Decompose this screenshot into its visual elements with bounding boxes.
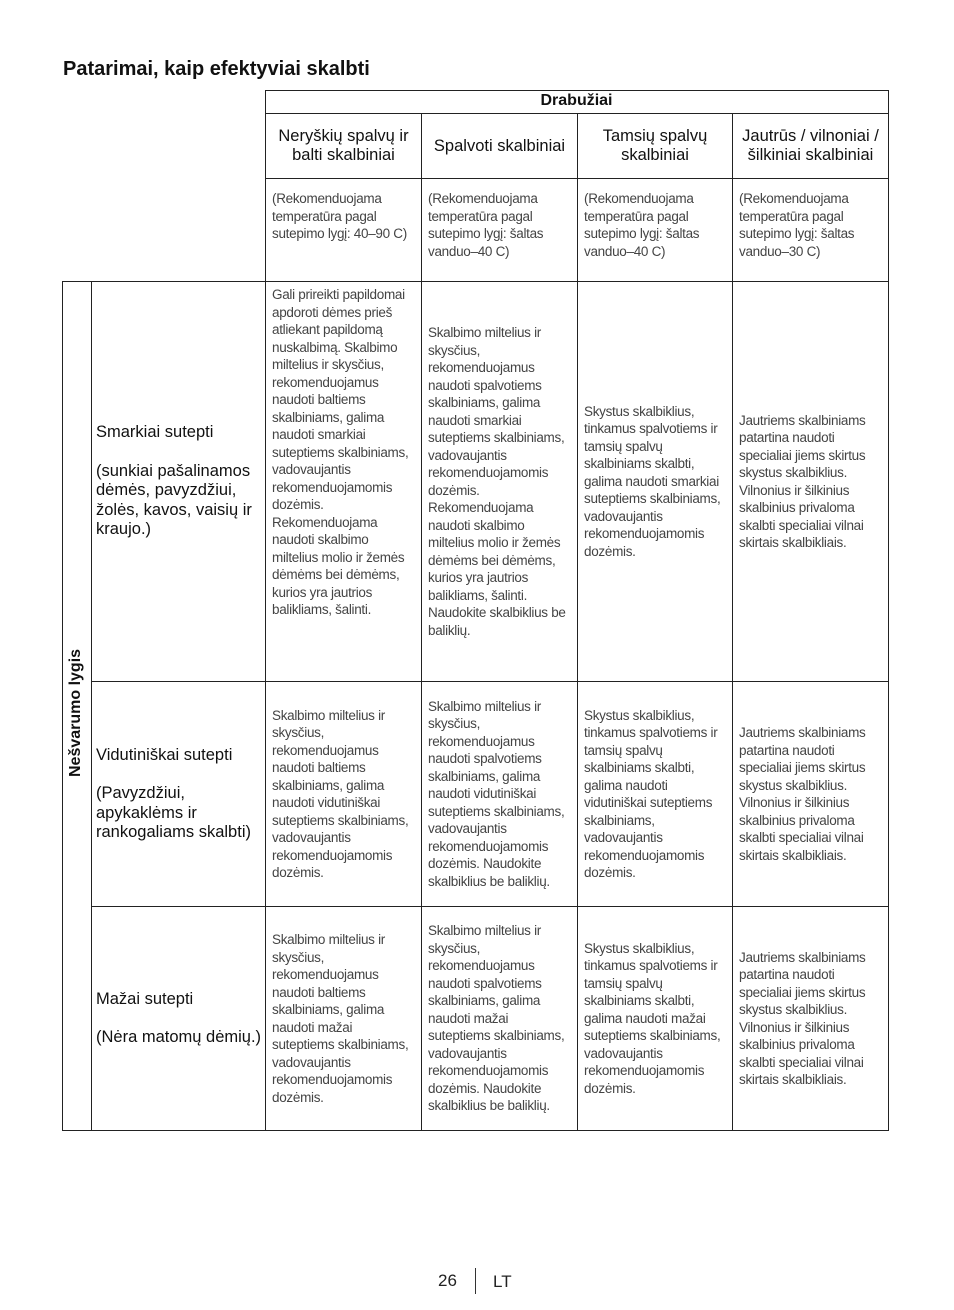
- table-cell: Jautriems skalbiniams patartina naudoti specialiai jiems skirtus skystus skalbiklius. Vilnonius ir šilkinius skalbinius privaloma skalbti specialiai vilnai skirtais skalbikliais.: [739, 412, 866, 550]
- table-cell: Skystus skalbiklius, tinkamus spalvotiems ir tamsių spalvų skalbiniams skalbti, galima naudoti mažai suteptiems skalbiniams, vadovaujantis rekomenduojamomis dozėmis.: [584, 940, 721, 1096]
- row-label-title: Vidutiniškai sutepti: [96, 745, 233, 764]
- top-header: Drabužiai: [540, 92, 613, 109]
- column-header: Tamsių spalvų skalbiniai: [602, 127, 708, 164]
- table-cell: Jautriems skalbiniams patartina naudoti specialiai jiems skirtus skystus skalbiklius. Vilnonius ir šilkinius skalbinius privaloma skalbti specialiai vilnai skirtais skalbikliais.: [739, 949, 866, 1087]
- row-label: [92, 907, 265, 1130]
- row-label-description: (sunkiai pašalinamos dėmės, pavyzdžiui, žolės, kavos, vaisių ir kraujo.): [96, 461, 252, 539]
- table-cell: Skystus skalbiklius, tinkamus spalvotiems ir tamsių spalvų skalbiniams skalbti, galima naudoti vidutiniškai suteptiems skalbiniams, vadovaujantis rekomenduojamomis dozėmis.: [584, 707, 718, 880]
- row-label: [92, 682, 265, 906]
- table-cell-wrap: [733, 282, 888, 681]
- page-title: Patarimai, kaip efektyviai skalbti: [63, 58, 370, 80]
- page-number: 26: [438, 1271, 457, 1290]
- temperature-note: (Rekomenduojama temperatūra pagal sutepimo lygį: šaltas vanduo–40 C): [584, 191, 700, 259]
- table-cell-wrap: [266, 682, 421, 906]
- row-label-description: (Nėra matomų dėmių.): [96, 1028, 262, 1046]
- column-header: Jautrūs / vilnoniai / šilkiniai skalbiniai: [742, 127, 879, 164]
- table-cell: Skystus skalbiklius, tinkamus spalvotiems ir tamsių spalvų skalbiniams skalbti, galima naudoti smarkiai suteptiems skalbiniams, vadovaujantis rekomenduojamomis dozėmis.: [584, 403, 721, 559]
- table-cell-wrap: [578, 682, 732, 906]
- temperature-note: (Rekomenduojama temperatūra pagal sutepimo lygį: šaltas vanduo–30 C): [739, 191, 855, 259]
- row-label-title: Mažai sutepti: [96, 989, 194, 1008]
- table-cell-wrap: [578, 907, 732, 1130]
- table-cell: Skalbimo miltelius ir skysčius, rekomenduojamus naudoti baltiems skalbiniams, galima naudoti mažai suteptiems skalbiniams, vadovaujantis rekomenduojamomis dozėmis.: [272, 932, 409, 1105]
- table-cell-wrap: [578, 282, 732, 681]
- table-cell: Gali prireikti papildomai apdoroti dėmes prieš atliekant papildomą nuskalbimą. Skalbimo miltelius ir skysčius, rekomenduojamus naudoti baltiems skalbiniams, galima naudoti smarkiai suteptiems skalbiniams, vadovaujantis rekomenduojamomis dozėmis. Rekomenduojama naudoti skalbimo miltelius molio ir žemės dėmėms bei dėmėms, kurios yra jautrios balikliams, šalinti.: [272, 287, 409, 617]
- temperature-note: (Rekomenduojama temperatūra pagal sutepimo lygį: 40–90 C): [272, 191, 407, 241]
- side-header: Nešvarumo lygis: [67, 648, 84, 777]
- table-cell-wrap: [266, 907, 421, 1130]
- table-cell: Skalbimo miltelius ir skysčius, rekomenduojamus naudoti spalvotiems skalbiniams, galima naudoti smarkiai suteptiems skalbiniams, vadovaujantis rekomenduojamomis dozėmis. Rekomenduojama naudoti skalbimo miltelius molio ir žemės dėmėms bei dėmėms, kurios yra jautrios balikliams, šalinti. Naudokite skalbiklius be baliklių.: [428, 325, 566, 638]
- table-cell-wrap: [422, 682, 577, 906]
- table-cell-wrap: [733, 682, 888, 906]
- table-cell-wrap: [733, 907, 888, 1130]
- column-header: Neryškių spalvų ir balti skalbiniai: [278, 127, 409, 164]
- row-label: [92, 282, 265, 681]
- washing-tips-table: [62, 90, 888, 1131]
- table-cell: Skalbimo miltelius ir skysčius, rekomenduojamus naudoti spalvotiems skalbiniams, galima naudoti mažai suteptiems skalbiniams, vadovaujantis rekomenduojamomis dozėmis. Naudokite skalbiklius be baliklių.: [428, 923, 565, 1114]
- table-cell-wrap: [422, 282, 577, 681]
- temperature-note: (Rekomenduojama temperatūra pagal sutepimo lygį: šaltas vanduo–40 C): [428, 191, 544, 259]
- language-code: LT: [493, 1272, 512, 1291]
- row-label-description: (Pavyzdžiui, apykaklėms ir rankogaliams skalbti): [96, 784, 251, 841]
- column-header: Spalvoti skalbiniai: [433, 136, 566, 155]
- table-cell: Jautriems skalbiniams patartina naudoti specialiai jiems skirtus skystus skalbiklius. Vilnonius ir šilkinius skalbinius privaloma skalbti specialiai vilnai skirtais skalbikliais.: [739, 725, 866, 863]
- table-cell: Skalbimo miltelius ir skysčius, rekomenduojamus naudoti spalvotiems skalbiniams, galima naudoti vidutiniškai suteptiems skalbiniams, vadovaujantis rekomenduojamomis dozėmis. Naudokite skalbiklius be baliklių.: [428, 698, 565, 889]
- footer-divider: [475, 1268, 476, 1294]
- table-cell-wrap: [422, 907, 577, 1130]
- table-cell: Skalbimo miltelius ir skysčius, rekomenduojamus naudoti baltiems skalbiniams, galima naudoti vidutiniškai suteptiems skalbiniams, vadovaujantis rekomenduojamomis dozėmis.: [272, 707, 409, 880]
- row-label-title: Smarkiai sutepti: [96, 423, 214, 442]
